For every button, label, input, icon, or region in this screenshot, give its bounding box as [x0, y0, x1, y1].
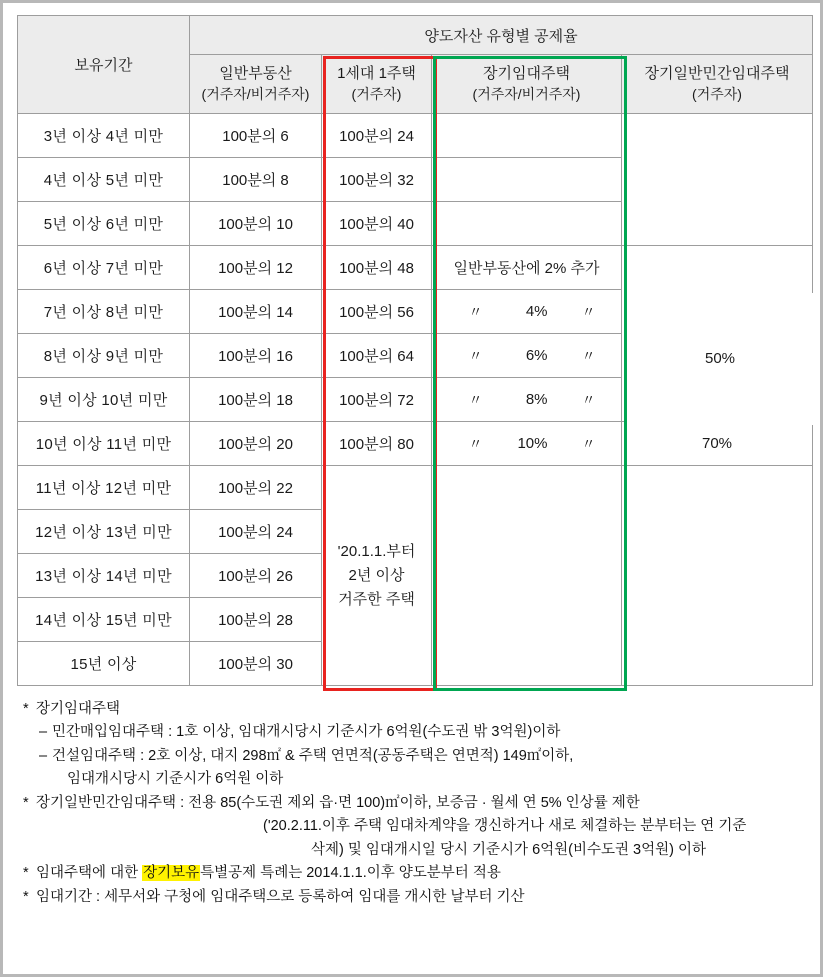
- row-longterm-general-rental-blank: [622, 466, 813, 686]
- row-period: 7년 이상 8년 미만: [18, 290, 190, 334]
- rental-extra-rate: 4%: [525, 303, 548, 320]
- row-period: 14년 이상 15년 미만: [18, 598, 190, 642]
- note-text: 장기일반민간임대주택 : 전용 85(수도권 제외 읍·면 100)㎡이하, 보증금 · 월세 연 5% 인상률 제한: [36, 794, 640, 811]
- row-general-rate: 100분의 22: [190, 466, 322, 510]
- note-text: 장기임대주택: [36, 701, 121, 717]
- note-text: ('20.2.11.이후 주택 임대차계약을 갱신하거나 새로 체결하는 분부터는 연 기준: [263, 818, 747, 835]
- row-general-rate: 100분의 8: [190, 158, 322, 202]
- note-marker: *: [23, 794, 29, 811]
- header-group-title: 양도자산 유형별 공제율: [190, 16, 813, 55]
- ditto-mark-right: 〃: [581, 435, 596, 452]
- note-item: [23, 768, 802, 791]
- row-period: 13년 이상 14년 미만: [18, 554, 190, 598]
- note-marker: –: [39, 724, 48, 741]
- footnotes: [23, 698, 802, 909]
- row-period: 10년 이상 11년 미만: [18, 422, 190, 466]
- header-col-one-house: 1세대 1주택 (거주자): [322, 55, 432, 114]
- one-house-residency-note: [322, 466, 432, 686]
- row-one-house-rate: 100분의 80: [322, 422, 432, 466]
- longterm-general-rental-last-value: 70%: [622, 422, 813, 466]
- note-text: 민간매입임대주택 : 1호 이상, 임대개시당시 기준시가 6억원(수도권 밖 3억원)이하: [52, 724, 561, 741]
- note-marker: –: [39, 747, 48, 764]
- row-general-rate: 100분의 6: [190, 114, 322, 158]
- table-row: [18, 246, 813, 290]
- row-general-rate: 100분의 26: [190, 554, 322, 598]
- highlight-marker: 장기보유: [143, 865, 200, 882]
- row-general-rate: 100분의 14: [190, 290, 322, 334]
- row-longterm-rental-rate: [432, 202, 622, 246]
- note-text: 임대기간 : 세무서와 구청에 임대주택으로 등록하여 임대를 개시한 날부터 기산: [36, 888, 525, 905]
- row-one-house-rate: 100분의 48: [322, 246, 432, 290]
- row-longterm-rental-rate: [432, 422, 622, 466]
- rental-extra-rate: 6%: [525, 347, 548, 364]
- note-item: [23, 721, 802, 744]
- note-text: 건설임대주택 : 2호 이상, 대지 298㎡ & 주택 연면적(공동주택은 연면적) 149㎡이하,: [52, 747, 574, 764]
- note-item: [23, 886, 802, 909]
- header-col-longterm-rental: 장기임대주택 (거주자/비거주자): [432, 55, 622, 114]
- ditto-mark-left: 〃: [468, 391, 483, 408]
- row-general-rate: 100분의 28: [190, 598, 322, 642]
- ditto-mark-right: 〃: [581, 391, 596, 408]
- header-col-longterm-general-rental: 장기일반민간임대주택 (거주자): [622, 55, 813, 114]
- row-longterm-rental-rate: [432, 114, 622, 158]
- ditto-mark-right: 〃: [581, 347, 596, 364]
- row-general-rate: 100분의 16: [190, 334, 322, 378]
- note-marker: *: [23, 701, 29, 717]
- row-general-rate: 100분의 10: [190, 202, 322, 246]
- note-item-highlighted: [23, 862, 802, 885]
- row-longterm-rental-rate: [432, 158, 622, 202]
- table-row: [18, 466, 813, 510]
- note-marker: *: [23, 865, 29, 882]
- note-item: [23, 815, 802, 838]
- header-col-general-property: 일반부동산 (거주자/비거주자): [190, 55, 322, 114]
- row-one-house-rate: 100분의 72: [322, 378, 432, 422]
- row-period: 12년 이상 13년 미만: [18, 510, 190, 554]
- note-marker: *: [23, 888, 29, 905]
- ditto-mark-right: 〃: [581, 303, 596, 320]
- row-general-rate: 100분의 24: [190, 510, 322, 554]
- row-one-house-rate: 100분의 32: [322, 158, 432, 202]
- row-general-rate: 100분의 20: [190, 422, 322, 466]
- row-longterm-general-rental-blank: [622, 114, 813, 246]
- note-line: 거주한 주택: [338, 590, 415, 608]
- rental-extra-rate: 8%: [525, 391, 548, 408]
- note-line: '20.1.1.부터: [337, 542, 416, 560]
- row-period: 11년 이상 12년 미만: [18, 466, 190, 510]
- row-longterm-rental-rate: [432, 290, 622, 334]
- note-item: [23, 839, 802, 862]
- row-period: 9년 이상 10년 미만: [18, 378, 190, 422]
- ditto-mark-left: 〃: [468, 435, 483, 452]
- rental-extra-rate: 10%: [517, 435, 548, 452]
- table-row: [18, 114, 813, 158]
- note-text: 임대주택에 대한 장기보유특별공제 특례는 2014.1.1.이후 양도분부터 적용: [36, 865, 501, 882]
- row-longterm-rental-rate: [432, 378, 622, 422]
- row-period: 5년 이상 6년 미만: [18, 202, 190, 246]
- note-line: 2년 이상: [348, 566, 405, 584]
- row-general-rate: 100분의 12: [190, 246, 322, 290]
- row-one-house-rate: 100분의 64: [322, 334, 432, 378]
- row-period: 15년 이상: [18, 642, 190, 686]
- row-longterm-rental-rate: 일반부동산에 2% 추가: [432, 246, 622, 290]
- row-period: 4년 이상 5년 미만: [18, 158, 190, 202]
- row-longterm-rental-blank: [432, 466, 622, 686]
- row-period: 8년 이상 9년 미만: [18, 334, 190, 378]
- row-one-house-rate: 100분의 56: [322, 290, 432, 334]
- row-general-rate: 100분의 30: [190, 642, 322, 686]
- note-item: [23, 792, 802, 815]
- row-period: 6년 이상 7년 미만: [18, 246, 190, 290]
- header-period-label: 보유기간: [18, 16, 190, 114]
- ditto-mark-left: 〃: [468, 347, 483, 364]
- note-text: 임대개시당시 기준시가 6억원 이하: [67, 771, 284, 788]
- row-one-house-rate: 100분의 24: [322, 114, 432, 158]
- row-one-house-rate: 100분의 40: [322, 202, 432, 246]
- note-item: [23, 698, 802, 721]
- note-text: 삭제) 및 임대개시일 당시 기준시가 6억원(비수도권 3억원) 이하: [311, 841, 706, 858]
- row-longterm-rental-rate: [432, 334, 622, 378]
- table-header-row-top: [18, 16, 813, 55]
- row-period: 3년 이상 4년 미만: [18, 114, 190, 158]
- ditto-mark-left: 〃: [468, 303, 483, 320]
- row-general-rate: 100분의 18: [190, 378, 322, 422]
- table-row: [18, 422, 813, 466]
- longterm-general-rental-merged-value: 50%: [625, 293, 816, 425]
- note-item: [23, 745, 802, 768]
